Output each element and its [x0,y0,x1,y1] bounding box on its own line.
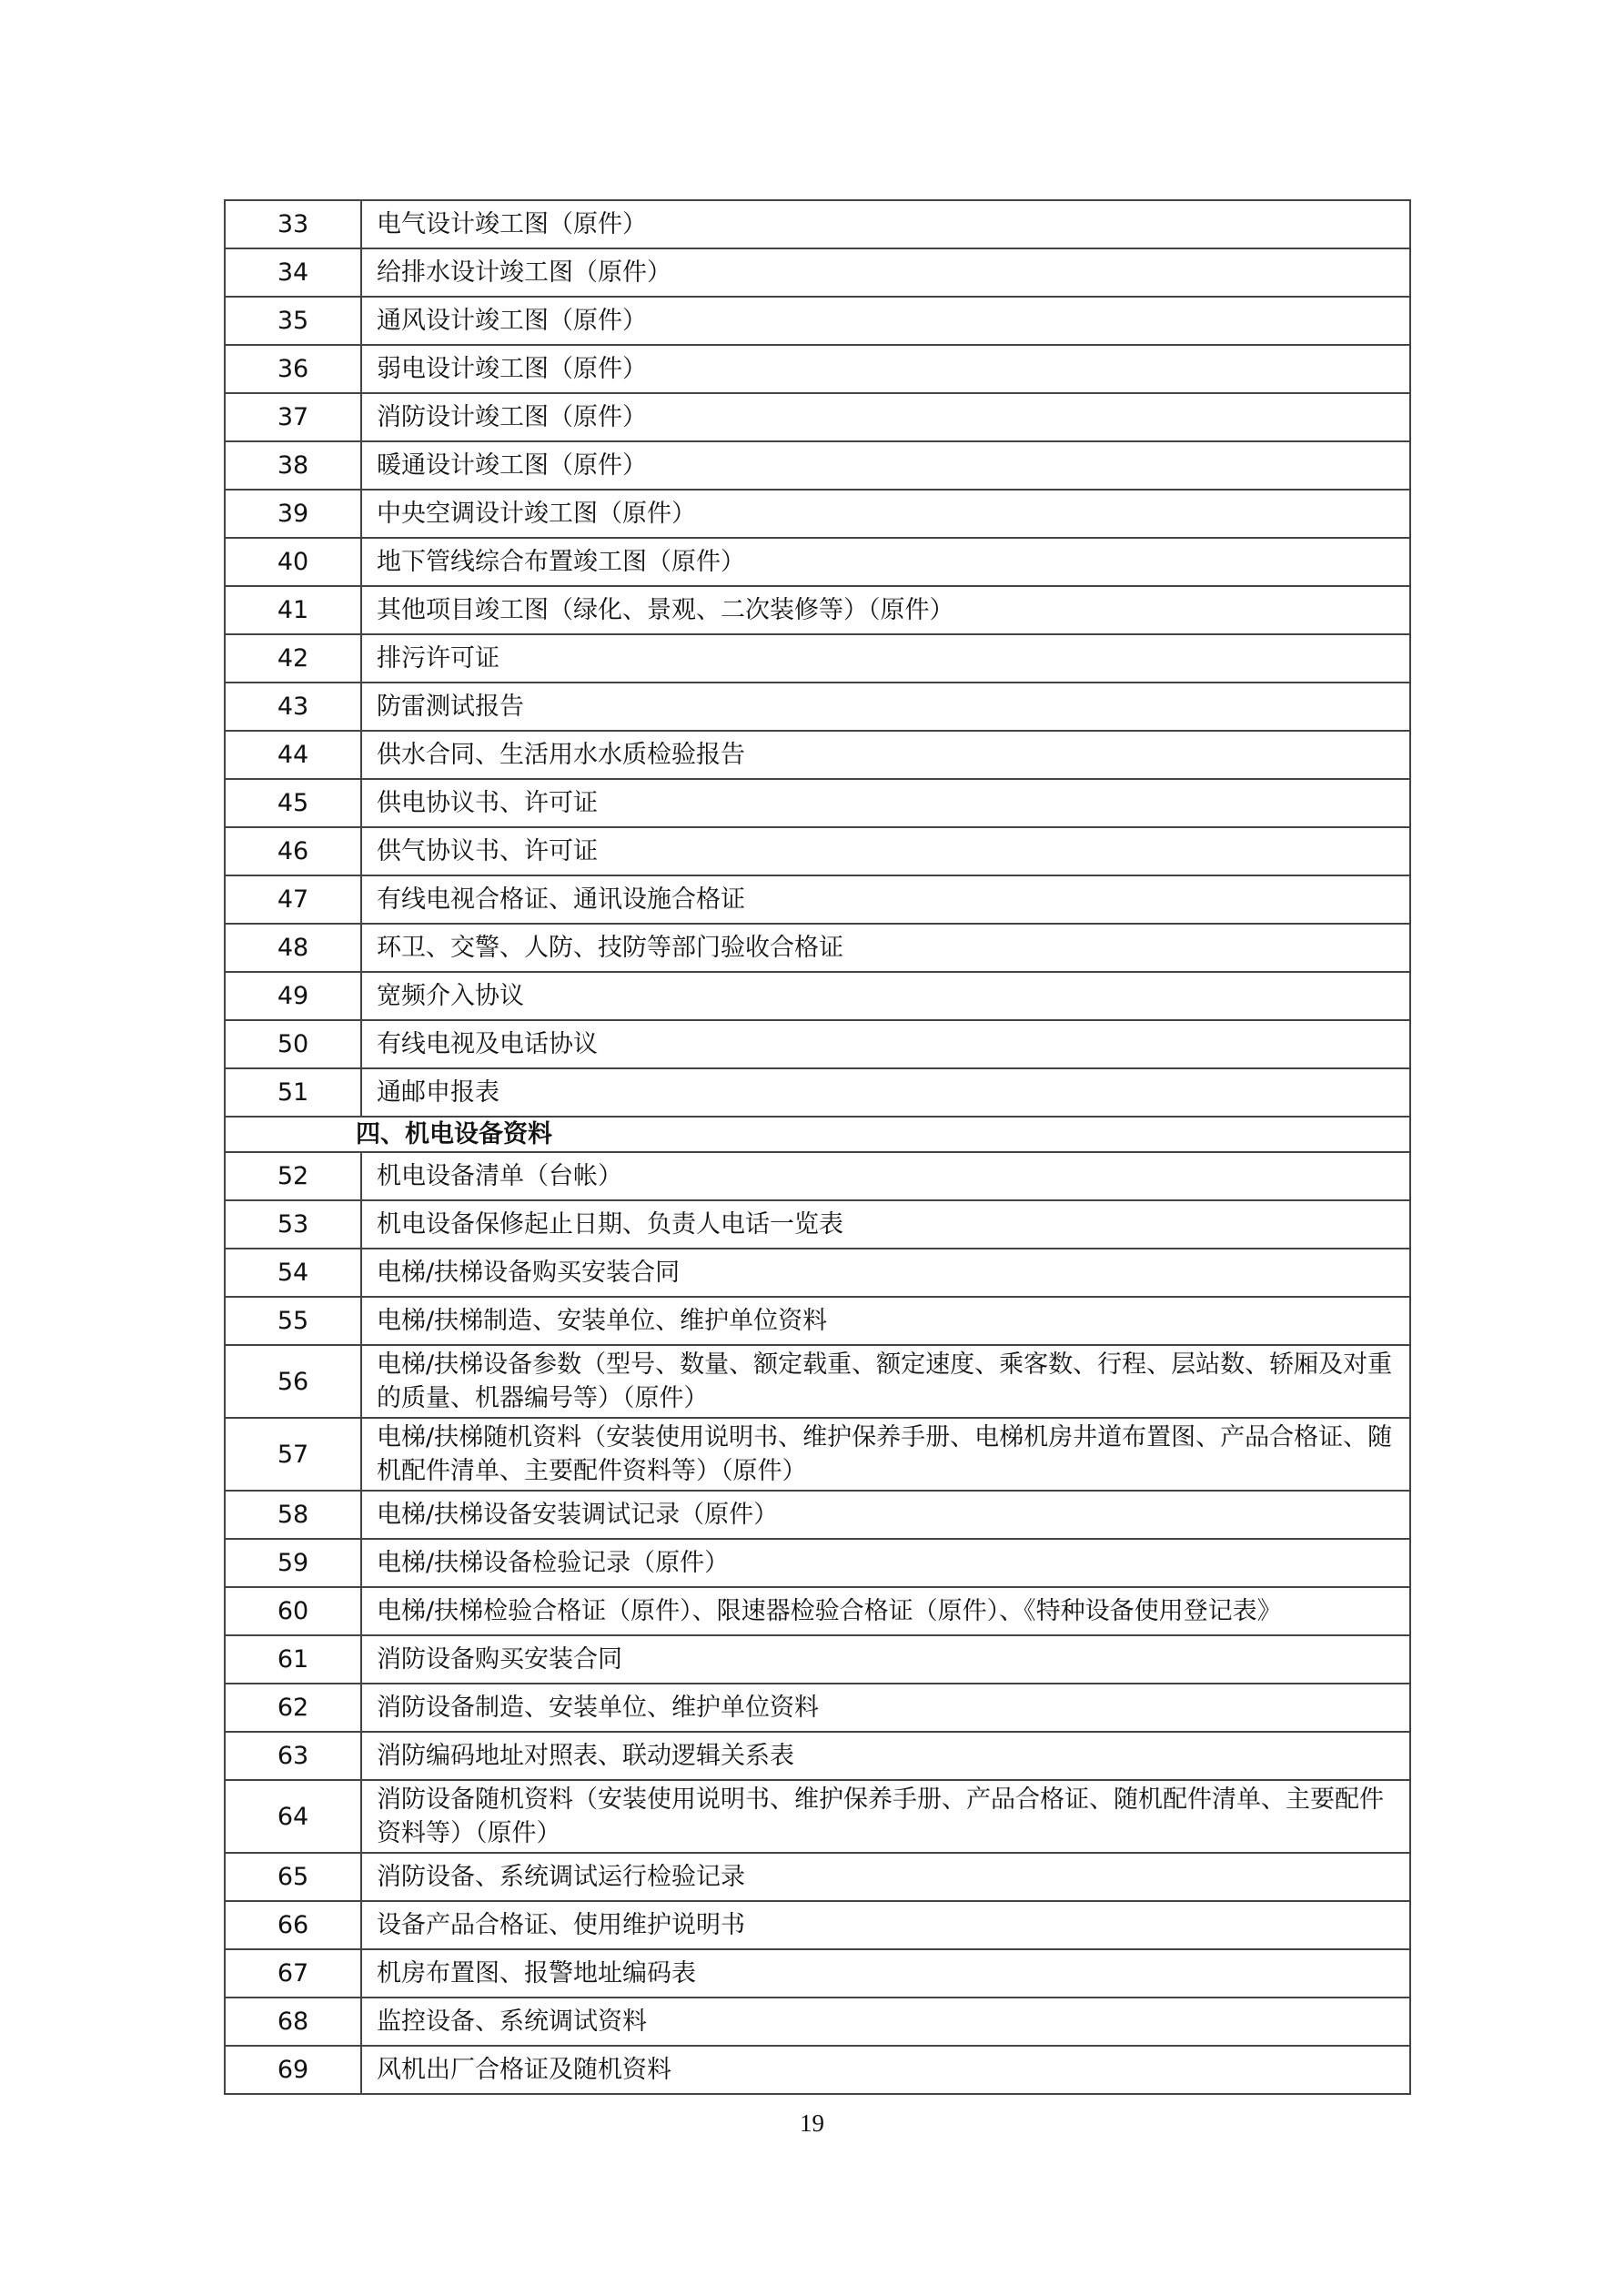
row-description: 设备产品合格证、使用维护说明书 [361,1901,1410,1949]
row-number: 58 [225,1491,361,1539]
table-row [225,1853,1410,1901]
row-description: 有线电视合格证、通讯设施合格证 [361,875,1410,924]
row-description: 消防设备购买安装合同 [361,1635,1410,1684]
table-body [225,200,1410,2094]
row-number: 42 [225,634,361,683]
row-description: 机电设备保修起止日期、负责人电话一览表 [361,1200,1410,1249]
table-row [225,779,1410,827]
table-row [225,1068,1410,1117]
table-row [225,1998,1410,2046]
row-description: 有线电视及电话协议 [361,1020,1410,1068]
table-row [225,586,1410,634]
row-description: 通邮申报表 [361,1068,1410,1117]
row-description: 其他项目竣工图（绿化、景观、二次装修等）（原件） [361,586,1410,634]
table-row [225,248,1410,297]
row-description: 电梯/扶梯设备参数（型号、数量、额定载重、额定速度、乘客数、行程、层站数、轿厢及对重的质量、机器编号等）（原件） [361,1345,1410,1418]
table-row [225,683,1410,731]
table-row [225,924,1410,972]
page-number: 19 [800,2109,824,2137]
table-row [225,827,1410,875]
row-number: 39 [225,490,361,538]
row-number: 47 [225,875,361,924]
row-description: 给排水设计竣工图（原件） [361,248,1410,297]
row-description: 电梯/扶梯检验合格证（原件）、限速器检验合格证（原件）、《特种设备使用登记表》 [361,1587,1410,1635]
row-description: 消防设备制造、安装单位、维护单位资料 [361,1684,1410,1732]
row-description: 环卫、交警、人防、技防等部门验收合格证 [361,924,1410,972]
row-description: 弱电设计竣工图（原件） [361,345,1410,393]
table-row [225,345,1410,393]
row-description: 消防设备随机资料（安装使用说明书、维护保养手册、产品合格证、随机配件清单、主要配件资料等）（原件） [361,1780,1410,1853]
row-number: 48 [225,924,361,972]
row-description: 电梯/扶梯设备安装调试记录（原件） [361,1491,1410,1539]
row-number: 56 [225,1345,361,1418]
row-description: 供电协议书、许可证 [361,779,1410,827]
row-number: 46 [225,827,361,875]
row-number: 69 [225,2046,361,2094]
row-description: 供水合同、生活用水水质检验报告 [361,731,1410,779]
table-row [225,875,1410,924]
row-number: 40 [225,538,361,586]
table-row [225,1020,1410,1068]
row-description: 电梯/扶梯随机资料（安装使用说明书、维护保养手册、电梯机房井道布置图、产品合格证、随机配件清单、主要配件资料等）（原件） [361,1418,1410,1491]
row-number: 34 [225,248,361,297]
table-row [225,1949,1410,1998]
table-row [225,1539,1410,1587]
row-number: 61 [225,1635,361,1684]
row-number: 54 [225,1249,361,1297]
row-description: 消防编码地址对照表、联动逻辑关系表 [361,1732,1410,1780]
table-row [225,297,1410,345]
row-description: 地下管线综合布置竣工图（原件） [361,538,1410,586]
table-row [225,490,1410,538]
row-number: 51 [225,1068,361,1117]
table-row [225,1297,1410,1345]
row-description: 监控设备、系统调试资料 [361,1998,1410,2046]
table-row [225,1635,1410,1684]
row-description: 中央空调设计竣工图（原件） [361,490,1410,538]
row-number: 44 [225,731,361,779]
table-row [225,1780,1410,1853]
row-number: 66 [225,1901,361,1949]
row-number: 67 [225,1949,361,1998]
row-number: 52 [225,1152,361,1200]
row-description: 电梯/扶梯设备检验记录（原件） [361,1539,1410,1587]
table-row [225,441,1410,490]
row-number: 49 [225,972,361,1020]
row-description: 宽频介入协议 [361,972,1410,1020]
row-description: 暖通设计竣工图（原件） [361,441,1410,490]
table-row [225,1345,1410,1418]
row-number: 57 [225,1418,361,1491]
row-number: 63 [225,1732,361,1780]
table-row [225,1418,1410,1491]
row-number: 38 [225,441,361,490]
table-row [225,1901,1410,1949]
table-row [225,972,1410,1020]
table-row [225,200,1410,248]
row-description: 供气协议书、许可证 [361,827,1410,875]
row-description: 风机出厂合格证及随机资料 [361,2046,1410,2094]
table-row [225,731,1410,779]
row-description: 电气设计竣工图（原件） [361,200,1410,248]
row-description: 消防设计竣工图（原件） [361,393,1410,441]
table-row [225,1200,1410,1249]
section-title: 四、机电设备资料 [225,1117,1410,1152]
row-number: 62 [225,1684,361,1732]
row-number: 33 [225,200,361,248]
table-row [225,1732,1410,1780]
row-description: 防雷测试报告 [361,683,1410,731]
row-number: 64 [225,1780,361,1853]
row-number: 60 [225,1587,361,1635]
row-number: 41 [225,586,361,634]
table-row [225,634,1410,683]
table-row [225,538,1410,586]
row-number: 37 [225,393,361,441]
row-number: 43 [225,683,361,731]
row-description: 电梯/扶梯设备购买安装合同 [361,1249,1410,1297]
table-row [225,393,1410,441]
table-row [225,1491,1410,1539]
row-number: 45 [225,779,361,827]
row-description: 电梯/扶梯制造、安装单位、维护单位资料 [361,1297,1410,1345]
row-number: 55 [225,1297,361,1345]
row-number: 59 [225,1539,361,1587]
row-description: 排污许可证 [361,634,1410,683]
table-row [225,2046,1410,2094]
table-row [225,1249,1410,1297]
row-number: 53 [225,1200,361,1249]
document-table [224,199,1411,2095]
row-number: 35 [225,297,361,345]
row-description: 通风设计竣工图（原件） [361,297,1410,345]
row-number: 68 [225,1998,361,2046]
row-number: 65 [225,1853,361,1901]
row-description: 消防设备、系统调试运行检验记录 [361,1853,1410,1901]
section-header-row [225,1117,1410,1152]
table-row [225,1152,1410,1200]
row-number: 50 [225,1020,361,1068]
row-number: 36 [225,345,361,393]
row-description: 机电设备清单（台帐） [361,1152,1410,1200]
table-row [225,1587,1410,1635]
row-description: 机房布置图、报警地址编码表 [361,1949,1410,1998]
table-row [225,1684,1410,1732]
